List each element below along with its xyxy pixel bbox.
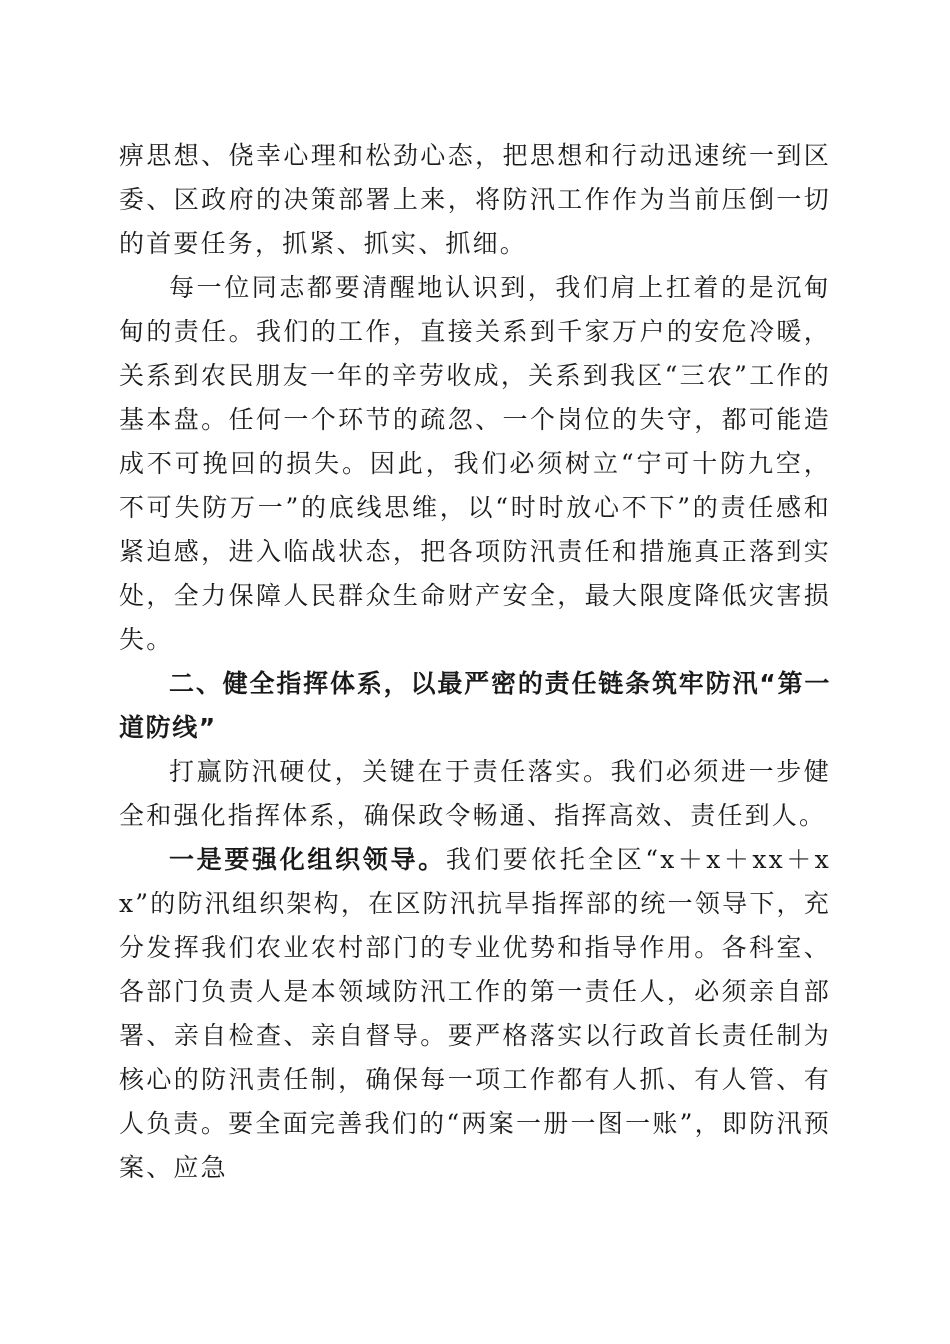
point-lead-bold: 一是要强化组织领导。 bbox=[169, 845, 446, 874]
section-heading: 二、健全指挥体系，以最严密的责任链条筑牢防汛“第一道防线” bbox=[119, 669, 831, 742]
body-paragraph-organization bbox=[119, 838, 831, 1190]
point-body-text: 我们要依托全区“x＋x＋xx＋xx”的防汛组织架构，在区防汛抗旱指挥部的统一领导下，充分发挥我们农业农村部门的专业优势和指导作用。各科室、各部门负责人是本领域防汛工作的第一责任人，必须亲自部署、亲自检查、亲自督导。要严格落实以行政首长责任制为核心的防汛责任制，确保每一项工作都有人抓、有人管、有人负责。要全面完善我们的“两案一册一图一账”，即防汛预案、应急 bbox=[119, 845, 831, 1182]
body-paragraph-continued: 痹思想、侥幸心理和松劲心态，把思想和行动迅速统一到区委、区政府的决策部署上来，将防汛工作作为当前压倒一切的首要任务，抓紧、抓实、抓细。 bbox=[119, 141, 831, 258]
document-page bbox=[119, 134, 831, 1190]
body-paragraph-command-system: 打赢防汛硬仗，关键在于责任落实。我们必须进一步健全和强化指挥体系，确保政令畅通、指挥高效、责任到人。 bbox=[119, 757, 831, 830]
body-paragraph-responsibility: 每一位同志都要清醒地认识到，我们肩上扛着的是沉甸甸的责任。我们的工作，直接关系到千家万户的安危冷暖，关系到农民朋友一年的辛劳收成，关系到我区“三农”工作的基本盘。任何一个环节的疏忽、一个岗位的失守，都可能造成不可挽回的损失。因此，我们必须树立“宁可十防九空，不可失防万一”的底线思维，以“时时放心不下”的责任感和紧迫感，进入临战状态，把各项防汛责任和措施真正落到实处，全力保障人民群众生命财产安全，最大限度降低灾害损失。 bbox=[119, 273, 831, 654]
